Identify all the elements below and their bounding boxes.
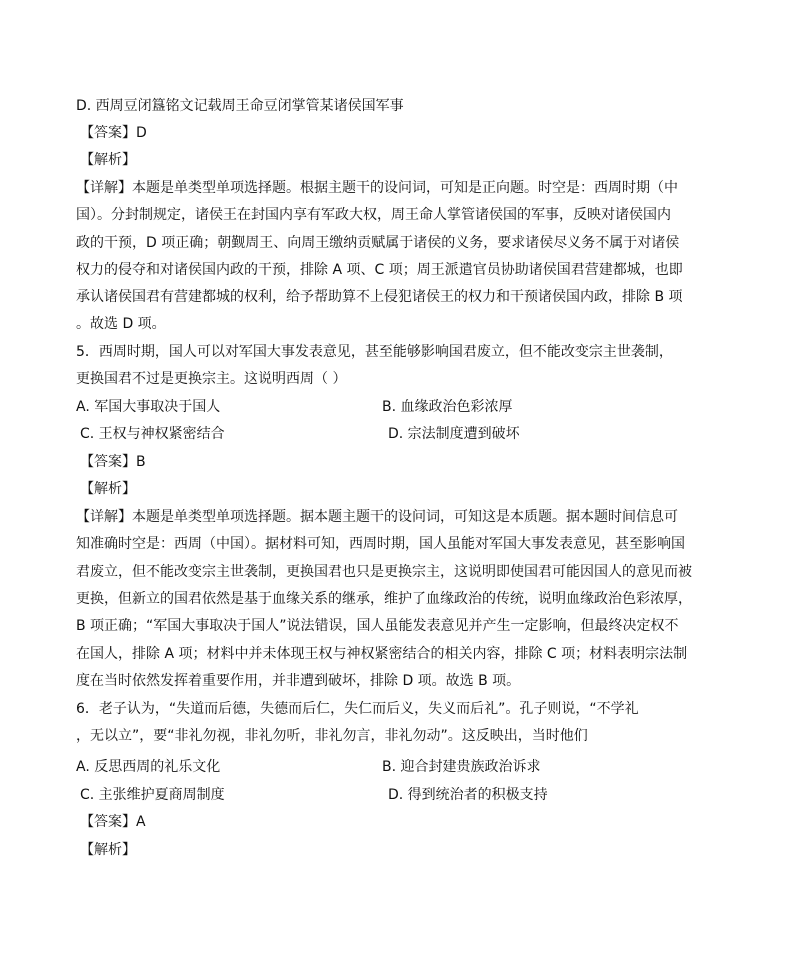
q5-option-d: D. 宗法制度遭到破坏: [388, 426, 520, 442]
q5-option-a: A. 军国大事取决于国人: [76, 399, 221, 415]
q6-option-a: A. 反思西周的礼乐文化: [76, 759, 221, 775]
q6-answer: 【答案】A: [80, 814, 146, 830]
q6-analysis-label: 【解析】: [80, 842, 136, 858]
q5-analysis-label: 【解析】: [80, 481, 136, 497]
q5-answer: 【答案】B: [80, 454, 146, 470]
q5-stem-line-1: 5．西周时期，国人可以对军国大事发表意见，甚至能够影响国君废立，但不能改变宗主世袭制，: [76, 344, 673, 360]
q5-detail-line-1: 【详解】本题是单类型单项选择题。据本题主题干的设问词，可知这是本质题。据本题时间信息可: [76, 509, 678, 525]
q5-detail-line-4: 更换，但新立的国君依然是基于血缘关系的继承，维护了血缘政治的传统，说明血缘政治色彩浓厚，: [76, 591, 692, 607]
q5-detail-line-7: 度在当时依然发挥着重要作用，并非遭到破坏，排除 D 项。故选 B 项。: [76, 673, 521, 689]
q4-detail-line-3: 政的干预，D 项正确；朝觐周王、向周王缴纳贡赋属于诸侯的义务，要求诸侯尽义务不属于对诸侯: [76, 235, 680, 251]
q5-stem-line-2: 更换国君不过是更换宗主。这说明西周（ ）: [76, 371, 347, 387]
q5-detail-line-3: 君废立，但不能改变宗主世袭制，更换国君也只是更换宗主，这说明即使国君可能因国人的意见而被: [76, 564, 692, 580]
q5-detail-line-2: 知准确时空是：西周（中国）。据材料可知，西周时期，国人虽能对军国大事发表意见，甚至影响国: [76, 536, 685, 552]
q4-analysis-label: 【解析】: [80, 152, 136, 168]
q6-option-d: D. 得到统治者的积极支持: [388, 787, 548, 803]
q5-detail-line-6: 在国人，排除 A 项；材料中并未体现王权与神权紧密结合的相关内容，排除 C 项；材料表明宗法制: [76, 646, 688, 662]
q5-detail-line-5: B 项正确；“军国大事取决于国人”说法错误，国人虽能发表意见并产生一定影响，但最终决定权不: [76, 618, 679, 634]
q4-detail-line-6: 。故选 D 项。: [76, 316, 166, 332]
q6-option-b: B. 迎合封建贵族政治诉求: [382, 759, 541, 775]
q4-detail-line-5: 承认诸侯国君有营建都城的权利，给予帮助算不上侵犯诸侯王的权力和干预诸侯国内政，排除 B 项: [76, 289, 683, 305]
q6-option-c: C. 主张维护夏商周制度: [80, 787, 225, 803]
q6-stem-line-2: ，无以立”，要“非礼勿视，非礼勿听，非礼勿言，非礼勿动”。这反映出，当时他们: [76, 728, 588, 744]
q5-option-c: C. 王权与神权紧密结合: [80, 426, 225, 442]
q6-stem-line-1: 6．老子认为，“失道而后德，失德而后仁，失仁而后义，失义而后礼”。孔子则说，“不学礼: [76, 701, 639, 717]
q4-detail-line-4: 权力的侵夺和对诸侯国内政的干预，排除 A 项、C 项；周王派遣官员协助诸侯国君营建都城，也即: [76, 262, 683, 278]
q4-answer: 【答案】D: [80, 125, 147, 141]
q4-detail-line-1: 【详解】本题是单类型单项选择题。根据主题干的设问词，可知是正向题。时空是：西周时期（中: [76, 180, 678, 196]
q4-option-d: D. 西周豆闭簋铭文记载周王命豆闭掌管某诸侯国军事: [76, 98, 404, 114]
q5-option-b: B. 血缘政治色彩浓厚: [382, 399, 513, 415]
q4-detail-line-2: 国）。分封制规定，诸侯王在封国内享有军政大权，周王命人掌管诸侯国的军事，反映对诸侯国内: [76, 207, 671, 223]
